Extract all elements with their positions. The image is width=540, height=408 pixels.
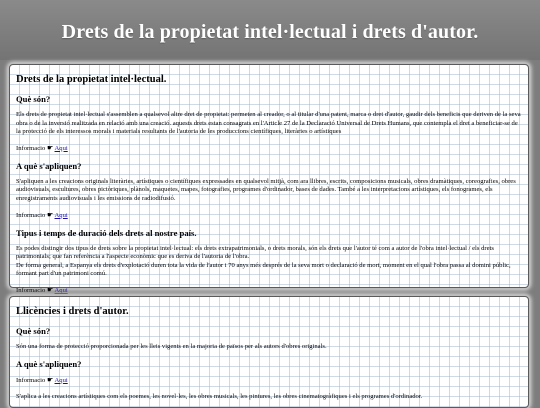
paragraph: De forma general, a Espanya els drets d'explotació duren tota la vida de l'autor i 70 anys més després de la seva mort o declaració de mort, moment en el qual l'obra passa al domini públic, formant part d'un patrimoni comú.: [16, 261, 511, 278]
subsection-heading-tipus-i-temps: Tipus i temps de duració dels drets al nostre país.: [16, 227, 197, 238]
pointing-hand-icon: ☛: [46, 375, 54, 384]
info-line: [16, 286, 522, 295]
info-label: Informacio: [16, 376, 46, 384]
subsection-heading-que-son: Què són?: [16, 94, 51, 104]
paragraph: S'apliquen a les creacions originals literàries, artístiques o científiques expressades en qualsevol mitjà, com ara llibres, escrits, composicions musicals, obres dramàtiques, coreografies, obres audiovisuals, escultures, obres pictòriques, plànols, maquetes, mapes, fotografies, programes d'ordinador, bases de dades. També a les interpretacions artístiques, els fonogrames, els enregistraments audiovisuals i les emissions de radiodifusió.: [16, 177, 516, 202]
info-label: Informacio: [16, 286, 46, 294]
paragraph: [16, 245, 522, 262]
subsection-heading-a-que-s-apliquen: A què s'apliquen?: [16, 160, 82, 171]
subsection-heading-que-son: Què són?: [16, 326, 51, 336]
pointing-hand-icon: ☛: [46, 285, 54, 294]
aqui-link[interactable]: Aqui: [54, 376, 68, 384]
paragraph: Els drets de propietat intel·lectual s'assemblen a qualsevol altre dret de propietat: permeten al creador, o al titular d'una patent, marca o dret d'autor, gaudir dels beneficis que deriven de la seva obra o de la inversió realitzada en relació amb una creació. aquests drets estan consagrats en l'Article 27 de la Declaració Universal de Drets Humans, que contempla el dret a beneficiar-se de la protecció de els interessos morals i materials resultants de l'autoria de les produccions científiques, literàries o artístiques: [16, 111, 521, 136]
paragraph-text: Es podes distingir dos tipus de drets sobre la propietat intel·lectual: els drets extrapatrimonials, o drets morals, són els drets que l'autor té com a autor de l'obra intel·lectual / els drets patrimonials; que fan referència a l'aspecte econòmic que es deriva de l'autoria de l'obra.: [16, 244, 494, 261]
pointing-hand-icon: ☛: [46, 143, 54, 152]
paragraph: Són una forma de protecció proporcionada per les lleis vigents en la majoria de països per als autors d'obres originals.: [16, 343, 327, 350]
aqui-link[interactable]: Aqui: [54, 286, 68, 294]
info-label: Informacio: [16, 211, 46, 219]
section-title: Llicències i drets d'autor.: [16, 306, 129, 317]
info-line: [16, 376, 522, 385]
paragraph: S'aplica a les creacions artístiques com els poemes, les novel·les, les obres musicals, les pintures, les obres cinematogràfiques i els programes d'ordinador.: [16, 392, 423, 400]
section-card-propietat-intellectual: [9, 64, 529, 294]
info-line: [16, 144, 522, 153]
subsection-heading-a-que-s-apliquen: A què s'apliquen?: [16, 358, 82, 369]
page-header: [0, 0, 540, 60]
section-card-llicencies: [9, 296, 529, 408]
aqui-link[interactable]: Aqui: [54, 211, 68, 219]
section-title: Drets de la propietat intel·lectual.: [16, 74, 167, 85]
info-line: [16, 211, 522, 220]
pointing-hand-icon: ☛: [46, 210, 54, 219]
aqui-link[interactable]: Aqui: [54, 144, 68, 152]
page-title: Drets de la propietat intel·lectual i drets d'autor.: [61, 20, 479, 43]
info-label: Informacio: [16, 144, 46, 152]
